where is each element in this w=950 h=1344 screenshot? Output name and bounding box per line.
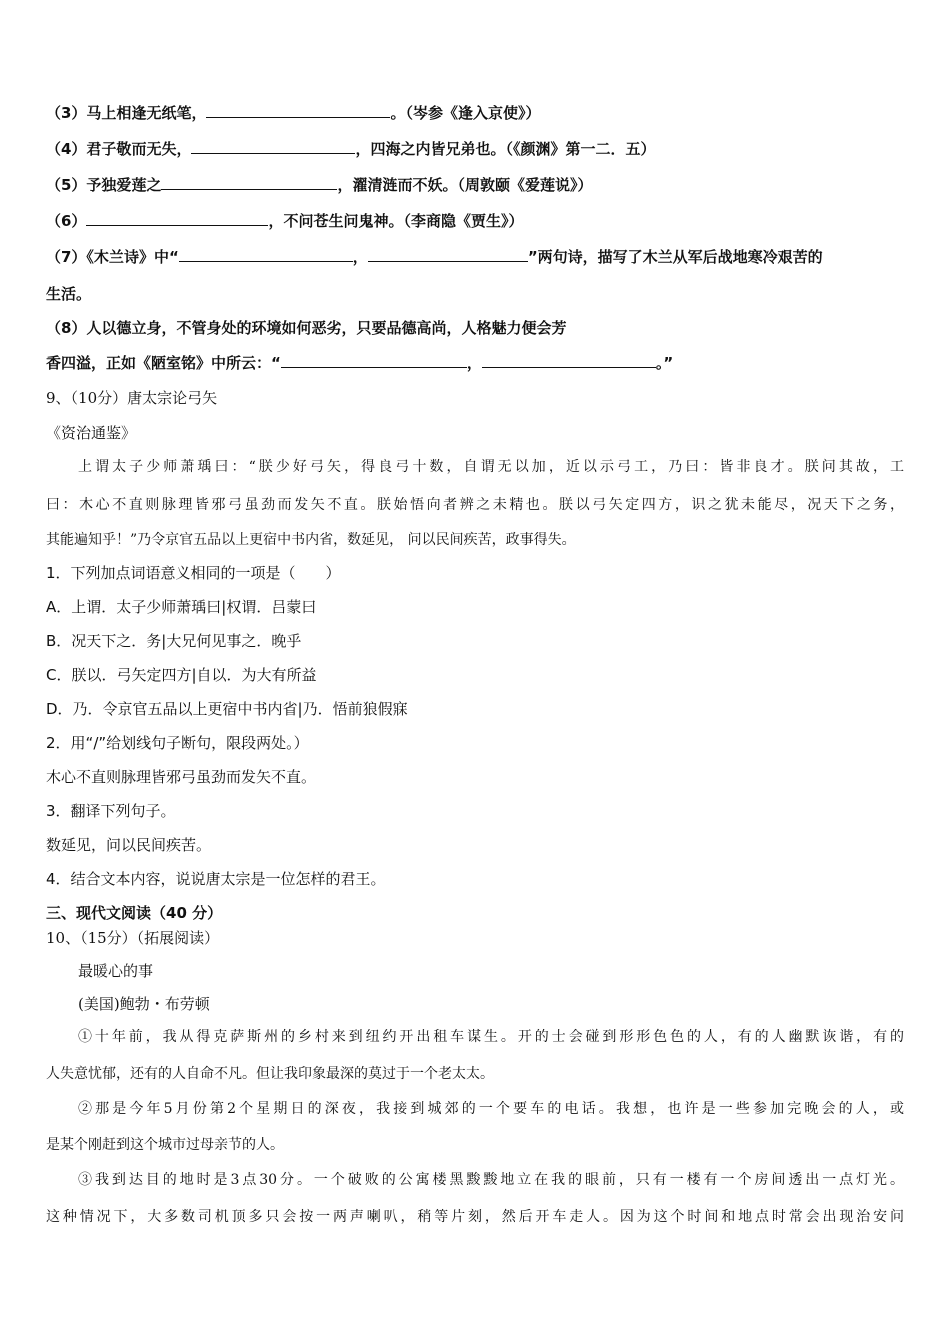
question-9-passage-line: 曰：木心不直则脉理皆邪弓虽劲而发矢不直。朕始悟向者辨之未精也。朕以弓矢定四方，识之犹未能尽，况天下之务， [46,497,904,513]
poetry-item-5-prompt: （5）予独爱莲之 [46,176,162,194]
answer-blank[interactable] [368,247,528,262]
comma: ， [352,248,368,266]
option-a[interactable]: A．上谓．太子少师萧瑀曰|权谓．吕蒙曰 [46,598,317,616]
story-paragraph-line: ①十年前，我从得克萨斯州的乡村来到纽约开出租车谋生。开的士会碰到形形色色的人，有的人幽默诙谐，有的 [78,1029,904,1045]
story-author: (美国)鲍勃・布劳顿 [78,995,210,1013]
poetry-item-5 [46,175,592,195]
answer-blank[interactable] [281,353,467,368]
poetry-item-4-prompt: （4）君子敬而无失， [46,140,192,158]
question-10-title: 10、（15分）（拓展阅读） [46,929,220,947]
story-title: 最暖心的事 [78,962,154,980]
answer-blank[interactable] [206,103,390,118]
poetry-item-7-description: ”两句诗，描写了木兰从军后战地寒冷艰苦的 [527,248,823,266]
option-b[interactable]: B．况天下之．务|大兄何见事之．晚乎 [46,632,302,650]
poetry-item-8-lead: 香四溢，正如《陋室铭》中所云：“ [46,354,281,372]
poetry-item-3-prompt: （3）马上相逢无纸笔， [46,104,207,122]
question-9-sub-1: 1．下列加点词语意义相同的一项是（ ） [46,564,341,582]
story-paragraph-line: 是某个刚赶到这个城市过母亲节的人。 [46,1137,284,1153]
section-heading: 三、现代文阅读（40 分） [46,904,223,922]
poetry-item-7-prompt: （7）《木兰诗》中“ [46,248,179,266]
poetry-item-8-prompt: （8）人以德立身，不管身处的环境如何恶劣，只要品德高尚，人格魅力便会芳 [46,319,567,337]
option-c[interactable]: C．朕以．弓矢定四方|自以．为大有所益 [46,666,317,684]
question-9-passage-line: 上谓太子少师萧瑀曰：“朕少好弓矢，得良弓十数，自谓无以加，近以示弓工，乃曰：皆非良才。朕问其故，工 [78,459,904,475]
question-9-sub-2: 2．用“/”给划线句子断句，限段两处。） [46,734,309,752]
answer-blank[interactable] [86,211,268,226]
answer-blank[interactable] [179,247,353,262]
story-paragraph-line: 人失意忧郁，还有的人自命不凡。但让我印象最深的莫过于一个老太太。 [46,1066,494,1082]
poetry-item-6-prompt: （6） [46,212,87,230]
story-paragraph-line: ②那是今年5月份第2个星期日的深夜，我接到城郊的一个要车的电话。我想，也许是一些参加完晚会的人，或 [78,1101,904,1117]
poetry-item-8 [46,353,673,373]
answer-blank[interactable] [161,175,337,190]
poetry-item-5-source: ，濯清涟而不妖。（周敦颐《爱莲说》） [337,176,593,194]
comma: ， [466,354,482,372]
poetry-item-4 [46,139,655,159]
question-9-sub-4: 4．结合文本内容，说说唐太宗是一位怎样的君王。 [46,870,386,888]
poetry-item-3 [46,103,540,123]
option-d[interactable]: D．乃．令京官五品以上更宿中书内省|乃．悟前狼假寐 [46,700,408,718]
closing-quote: 。” [655,354,674,372]
poetry-item-6-source: ，不问苍生问鬼神。（李商隐《贾生》） [268,212,524,230]
answer-blank[interactable] [482,353,656,368]
question-9-passage-line: 其能遍知乎！”乃令京官五品以上更宿中书内省，数延见， 问以民间疾苦，政事得失。 [46,532,576,548]
answer-blank[interactable] [191,139,355,154]
poetry-item-7 [46,247,823,267]
poetry-item-7-continuation: 生活。 [46,285,92,303]
question-9-sub-2-text: 木心不直则脉理皆邪弓虽劲而发矢不直。 [46,768,317,786]
poetry-item-4-source: ，四海之内皆兄弟也。（《颜渊》第一二．五） [355,140,656,158]
poetry-item-3-source: 。（岑参《逢入京使》） [390,104,541,122]
story-paragraph-line: ③我到达目的地时是3点30分。一个破败的公寓楼黑黢黢地立在我的眼前，只有一楼有一个房间透出一点灯光。 [78,1172,904,1188]
question-9-sub-3-text: 数延见，问以民间疾苦。 [46,836,212,854]
story-paragraph-line: 这种情况下，大多数司机顶多只会按一两声喇叭，稍等片刻，然后开车走人。因为这个时间和地点时常会出现治安问 [46,1209,904,1225]
question-9-source: 《资治通鉴》 [46,424,137,442]
question-9-title: 9、（10分）唐太宗论弓矢 [46,389,218,407]
question-9-sub-3: 3．翻译下列句子。 [46,802,176,820]
poetry-item-6 [46,211,523,231]
